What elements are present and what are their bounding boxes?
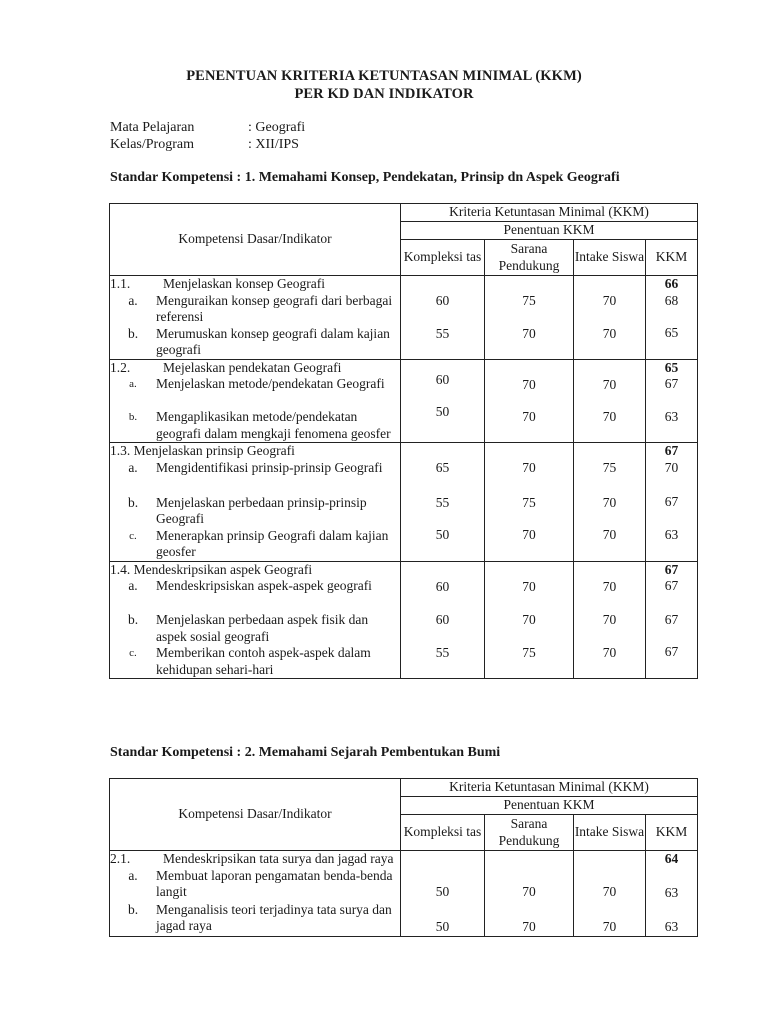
kompleksitas-value: 60 <box>435 293 450 308</box>
sarana-value: 70 <box>522 409 536 424</box>
indicator-text: Menjelaskan perbedaan prinsip-prinsip Geografi <box>156 494 367 526</box>
kd-title: Mejelaskan pendekatan Geografi <box>163 359 342 375</box>
table-row <box>110 276 698 360</box>
header-kkm: KKM <box>646 815 698 851</box>
sarana-value: 75 <box>522 494 536 510</box>
header-sarana: Sarana Pendukung <box>485 240 574 276</box>
kd-title: Menjelaskan prinsip Geografi <box>133 443 295 458</box>
kd-number: 1.2. <box>110 359 131 375</box>
kompleksitas-value: 60 <box>435 371 450 387</box>
kd-kkm-value: 65 <box>664 359 679 375</box>
kd-kkm-value: 64 <box>664 851 679 866</box>
kd-kkm-value: 67 <box>664 443 679 458</box>
kd-number: 2.1. <box>110 851 131 866</box>
class-value: : XII/IPS <box>248 137 299 152</box>
indicator-text: Membuat laporan pengamatan benda-benda langit <box>156 867 393 899</box>
sarana-value: 70 <box>522 884 536 899</box>
intake-value: 70 <box>602 293 617 308</box>
table-row <box>110 443 698 562</box>
table-row <box>110 359 698 443</box>
sk1-table <box>109 203 698 679</box>
meta-subject <box>110 120 305 136</box>
item-letter: b. <box>128 411 138 423</box>
kompleksitas-value: 50 <box>435 918 450 934</box>
item-letter: b. <box>127 325 139 341</box>
kkm-value: 70 <box>664 459 679 475</box>
kd-title: Mendeskripsikan tata surya dan jagad raya <box>163 851 394 866</box>
kompleksitas-value: 60 <box>435 612 450 627</box>
indicator-text: Merumuskan konsep geografi dalam kajian geografi <box>156 325 390 357</box>
header-kd: Kompetensi Dasar/Indikator <box>110 779 401 851</box>
intake-value: 70 <box>602 578 617 594</box>
intake-value: 70 <box>602 409 617 424</box>
indicator-text: Menerapkan prinsip Geografi dalam kajian geosfer <box>156 527 389 559</box>
indicator-text: Memberikan contoh aspek-aspek dalam kehidupan sehari-hari <box>156 645 371 677</box>
item-letter: a. <box>128 459 138 475</box>
kkm-value: 67 <box>664 644 679 659</box>
sarana-value: 70 <box>522 460 536 475</box>
kkm-value: 63 <box>664 884 679 900</box>
kompleksitas-value: 50 <box>435 404 450 419</box>
kkm-value: 63 <box>664 408 679 424</box>
intake-value: 70 <box>602 376 617 392</box>
table-row <box>110 851 698 937</box>
kd-title: Menjelaskan konsep Geografi <box>163 276 325 291</box>
kompleksitas-value: 55 <box>435 644 450 660</box>
kompleksitas-value: 50 <box>435 884 450 899</box>
kompleksitas-value: 55 <box>435 325 450 341</box>
indicator-text: Menjelaskan perbedaan aspek fisik dan aspek sosial geografi <box>156 612 369 644</box>
subject-label: Mata Pelajaran <box>110 120 195 135</box>
class-label: Kelas/Program <box>110 137 194 152</box>
item-letter: c. <box>129 647 137 659</box>
kd-number: 1.3. <box>110 443 131 458</box>
intake-value: 75 <box>602 460 617 475</box>
sk1-heading: Standar Kompetensi : 1. Memahami Konsep, Pendekatan, Prinsip dn Aspek Geografi <box>110 170 620 185</box>
indicator-text: Menjelaskan metode/pendekatan Geografi <box>156 376 385 391</box>
subject-value: : Geografi <box>248 120 306 135</box>
meta-class <box>110 137 299 153</box>
item-letter: b. <box>127 494 139 510</box>
header-kkm-top: Kriteria Ketuntasan Minimal (KKM) <box>401 779 698 797</box>
header-kkm-top: Kriteria Ketuntasan Minimal (KKM) <box>401 204 698 222</box>
intake-value: 70 <box>602 884 617 899</box>
header-penentuan: Penentuan KKM <box>401 222 698 240</box>
kd-number: 1.1. <box>110 276 131 291</box>
indicator-text: Menguraikan konsep geografi dari berbagai referensi <box>156 292 393 324</box>
indicator-text: Mendeskripsiskan aspek-aspek geografi <box>156 578 372 593</box>
header-intake: Intake Siswa <box>574 240 646 276</box>
header-kompleksitas: Kompleksi tas <box>401 240 485 276</box>
header-penentuan: Penentuan KKM <box>401 797 698 815</box>
kompleksitas-value: 65 <box>435 460 450 475</box>
sk2-table <box>109 778 698 937</box>
sarana-value: 70 <box>522 325 536 341</box>
sarana-value: 70 <box>522 578 536 594</box>
sarana-value: 75 <box>522 293 536 308</box>
document-title: PENENTUAN KRITERIA KETUNTASAN MINIMAL (KKM) <box>186 68 582 84</box>
kkm-value: 67 <box>664 578 679 593</box>
item-letter: a. <box>128 578 138 593</box>
intake-value: 70 <box>602 527 617 542</box>
item-letter: c. <box>129 529 137 542</box>
indicator-text: Mengidentifikasi prinsip-prinsip Geografi <box>156 459 383 475</box>
item-letter: b. <box>127 901 139 917</box>
intake-value: 70 <box>602 612 617 627</box>
document-subtitle: PER KD DAN INDIKATOR <box>294 86 474 102</box>
kkm-value: 65 <box>664 325 679 340</box>
sarana-value: 70 <box>522 376 536 392</box>
sarana-value: 70 <box>522 918 536 934</box>
kd-number: 1.4. <box>110 561 131 577</box>
intake-value: 70 <box>602 918 617 934</box>
sarana-value: 70 <box>522 527 536 542</box>
kd-kkm-value: 66 <box>664 276 679 291</box>
kd-heading <box>110 851 400 868</box>
indicator-text: Mengaplikasikan metode/pendekatan geografi dalam mengkaji fenomena geosfer <box>156 409 391 441</box>
intake-value: 70 <box>602 325 617 341</box>
item-letter: a. <box>129 378 137 390</box>
table-row <box>110 561 698 679</box>
header-intake: Intake Siswa <box>574 815 646 851</box>
kkm-value: 63 <box>664 526 679 542</box>
sk2-heading: Standar Kompetensi : 2. Memahami Sejarah Pembentukan Bumi <box>110 745 501 760</box>
item-letter: b. <box>127 612 139 627</box>
header-kkm: KKM <box>646 240 698 276</box>
kkm-value: 67 <box>664 494 679 509</box>
item-letter: a. <box>128 867 138 883</box>
kd-kkm-value: 67 <box>664 561 679 577</box>
intake-value: 70 <box>602 494 617 510</box>
sarana-value: 75 <box>522 644 536 660</box>
sarana-value: 70 <box>522 612 536 627</box>
kkm-value: 63 <box>664 919 679 934</box>
kkm-value: 67 <box>664 376 679 391</box>
header-sarana: Sarana Pendukung <box>485 815 574 851</box>
kd-title: Mendeskripsikan aspek Geografi <box>133 561 313 577</box>
header-kd: Kompetensi Dasar/Indikator <box>110 204 401 276</box>
kkm-value: 68 <box>664 292 679 308</box>
indicator-text: Menganalisis teori terjadinya tata surya dan jagad raya <box>156 901 392 933</box>
kompleksitas-value: 55 <box>435 494 450 510</box>
header-kompleksitas: Kompleksi tas <box>401 815 485 851</box>
intake-value: 70 <box>602 644 617 660</box>
kompleksitas-value: 50 <box>435 527 450 542</box>
kkm-value: 67 <box>664 611 679 627</box>
item-letter: a. <box>128 292 138 308</box>
kompleksitas-value: 60 <box>435 578 450 594</box>
